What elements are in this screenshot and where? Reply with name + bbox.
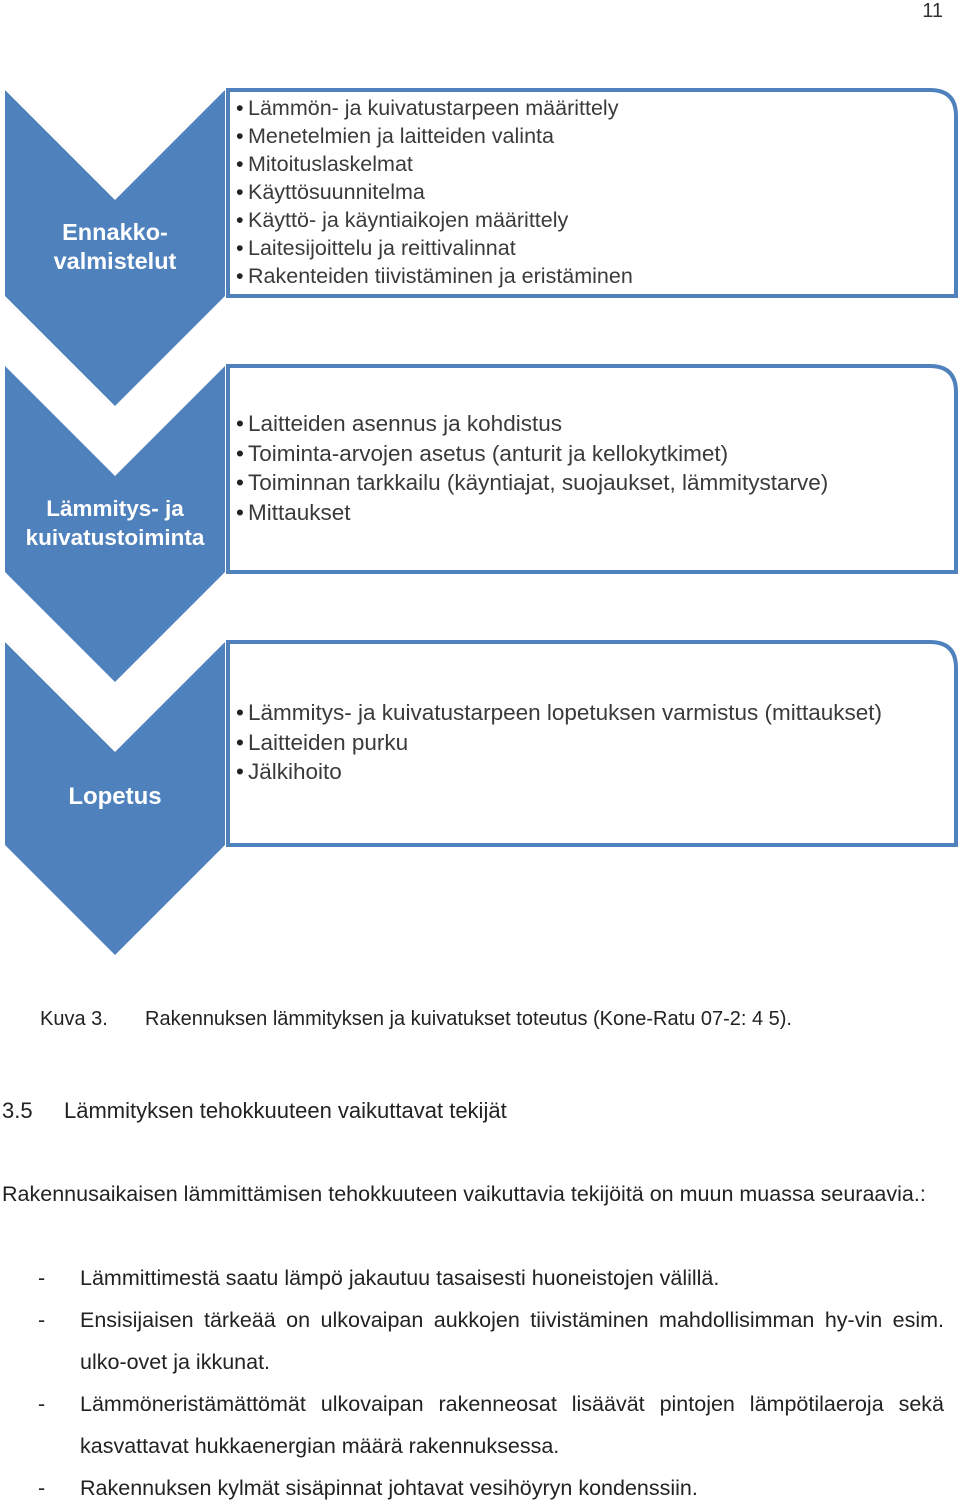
list-item: • Lämmitys- ja kuivatustarpeen lopetuksen varmistus (mittaukset) — [236, 698, 882, 728]
stage-3-items — [236, 698, 882, 787]
bullet-item: - Rakennuksen kylmät sisäpinnat johtavat vesihöyryn kondenssiin. — [38, 1476, 698, 1500]
bullet-text: Rakennuksen kylmät sisäpinnat johtavat vesihöyryn kondenssiin. — [80, 1476, 698, 1500]
list-item: • Käyttösuunnitelma — [236, 178, 633, 206]
list-item: • Mitoituslaskelmat — [236, 150, 633, 178]
section-number: 3.5 — [2, 1098, 33, 1123]
caption-label: Kuva 3. — [40, 1008, 108, 1030]
stage-3-label — [5, 780, 225, 812]
stage-2-label-line1: Lämmitys- ja — [46, 496, 184, 521]
list-item: • Jälkihoito — [236, 757, 882, 787]
stage-2-label — [0, 492, 230, 554]
stage-1-label-line2: valmistelut — [53, 248, 177, 274]
list-item: • Laitesijoittelu ja reittivalinnat — [236, 234, 633, 262]
stage-1-items — [236, 94, 633, 290]
list-item: • Laitteiden asennus ja kohdistus — [236, 409, 828, 439]
bullet-list — [0, 1257, 944, 1509]
bullet-item: - Ensisijaisen tärkeää on ulkovaipan aukkojen tiivistäminen mahdollisimman hy-vin esim. ulko-ovet ja ikkunat. — [38, 1308, 944, 1374]
list-item: • Mittaukset — [236, 498, 828, 528]
stage-1-label — [5, 216, 225, 278]
bullet-text: Ensisijaisen tärkeää on ulkovaipan aukkojen tiivistäminen mahdollisimman hy-vin esim. ulko-ovet ja ikkunat. — [80, 1308, 944, 1374]
section-title: Lämmityksen tehokkuuteen vaikuttavat tekijät — [64, 1098, 507, 1123]
section-heading — [2, 1098, 507, 1124]
stage-2-label-line2: kuivatustoiminta — [25, 525, 205, 550]
list-item: • Menetelmien ja laitteiden valinta — [236, 122, 633, 150]
list-item: • Toiminnan tarkkailu (käyntiajat, suojaukset, lämmitystarve) — [236, 468, 828, 498]
list-item: • Lämmön- ja kuivatustarpeen määrittely — [236, 94, 633, 122]
list-item: • Rakenteiden tiivistäminen ja eristäminen — [236, 262, 633, 290]
stage-3-label-line1: Lopetus — [68, 782, 162, 810]
stage-1-label-line1: Ennakko- — [62, 219, 168, 245]
caption-text: Rakennuksen lämmityksen ja kuivatukset toteutus (Kone-Ratu 07-2: 4 5). — [145, 1008, 792, 1030]
page-number: 11 — [922, 0, 943, 22]
figure-caption — [40, 1008, 792, 1031]
list-item: • Toiminta-arvojen asetus (anturit ja kellokytkimet) — [236, 439, 828, 469]
bullet-text: Lämmöneristämättömät ulkovaipan rakenneosat lisäävät pintojen lämpötilaeroja sekä kasvattavat hukkaenergian määrä rakennuksessa. — [80, 1392, 944, 1458]
bullet-item: - Lämmittimestä saatu lämpö jakautuu tasaisesti huoneistojen välillä. — [38, 1266, 720, 1290]
list-item: • Käyttö- ja käyntiaikojen määrittely — [236, 206, 633, 234]
list-item: • Laitteiden purku — [236, 728, 882, 758]
stage-2-items — [236, 409, 828, 527]
intro-paragraph: Rakennusaikaisen lämmittämisen tehokkuuteen vaikuttavia tekijöitä on muun muassa seuraavia.: — [2, 1182, 926, 1206]
bullet-item: - Lämmöneristämättömät ulkovaipan rakenneosat lisäävät pintojen lämpötilaeroja sekä kasvattavat hukkaenergian määrä rakennuksessa. — [38, 1392, 944, 1458]
bullet-text: Lämmittimestä saatu lämpö jakautuu tasaisesti huoneistojen välillä. — [80, 1266, 720, 1290]
